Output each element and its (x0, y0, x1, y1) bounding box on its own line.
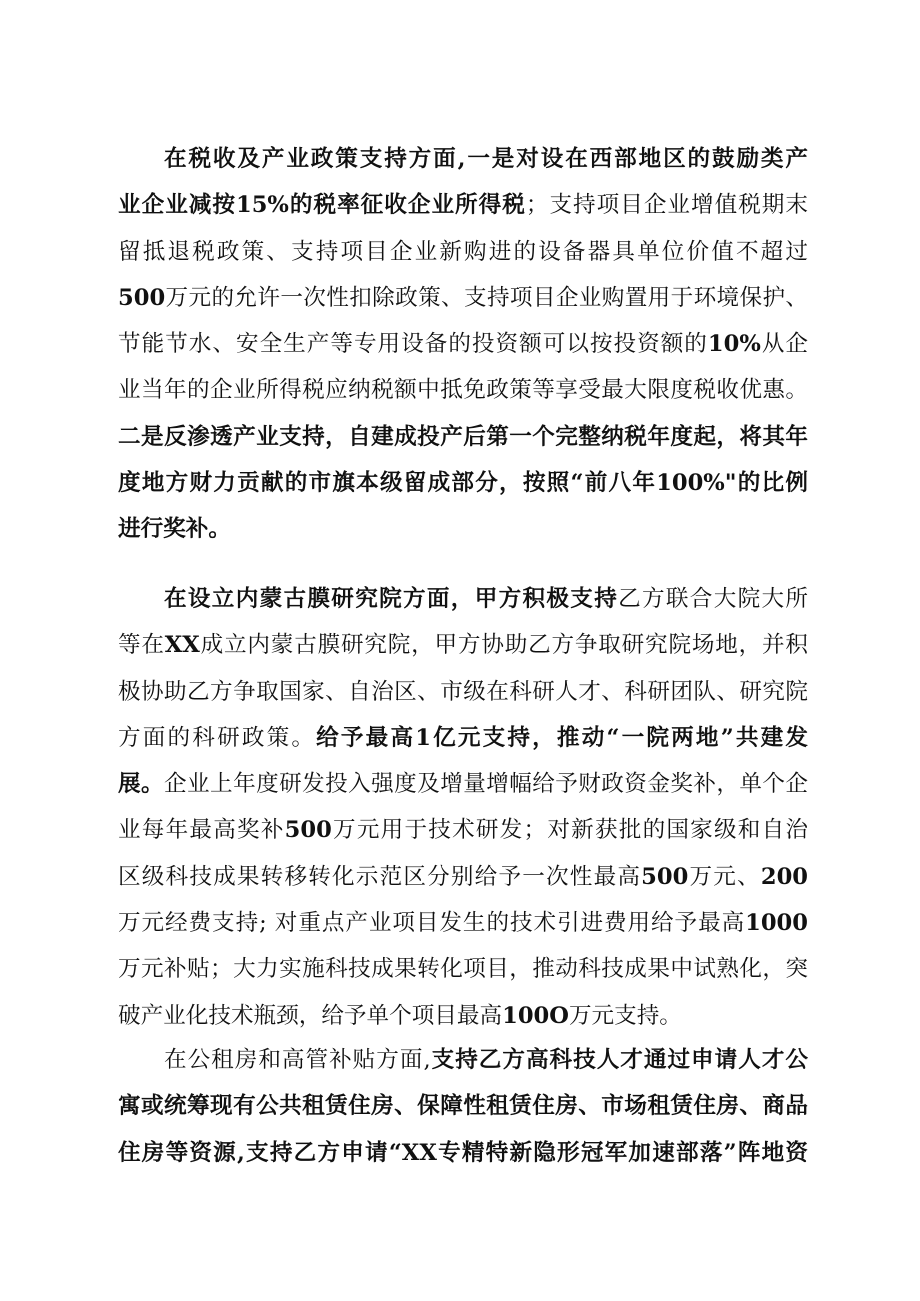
text-line (118, 182, 808, 228)
text-span: 100O (502, 1002, 569, 1029)
text-line (118, 136, 808, 182)
text-line (118, 946, 808, 992)
text-line (118, 669, 808, 715)
text-span: 破产业化技术瓶颈，给予单个项目最高 (118, 1002, 503, 1029)
text-line (118, 807, 808, 853)
text-span: 500 (641, 863, 689, 890)
text-span: 寓或统筹现有公共租赁住房、保障性租赁住房、市场租赁住房、商品 (118, 1093, 808, 1120)
text-span: 度地方财力贡献的市旗本级留成部分，按照“前八年100%"的比例 (118, 470, 808, 497)
text-line (118, 414, 808, 460)
text-span: 展。 (118, 771, 165, 798)
text-span: 万元支持。 (568, 1002, 682, 1029)
text-span: 给予最高1亿元支持，推动“一院两地”共建发 (316, 724, 809, 751)
text-span: 万元、 (688, 863, 761, 890)
text-span: 业企业减按15%的税率征收企业所得税 (118, 192, 526, 219)
paragraph-research-institute (118, 576, 808, 1039)
text-line (118, 367, 808, 413)
text-span: 进行奖补。 (118, 516, 231, 543)
text-span: 乙方联合大院大所 (618, 586, 809, 612)
text-line (118, 715, 808, 761)
text-span: 从企 (760, 331, 809, 358)
text-line (118, 229, 808, 275)
text-span: 住房等资源,支持乙方申请“XX专精特新隐形冠军加速部落”阵地资 (118, 1139, 808, 1166)
text-span: 500 (118, 284, 166, 311)
text-span: 业每年最高奖补 (118, 817, 285, 844)
text-span: 支持乙方高科技人才通过申请人才公 (430, 1047, 808, 1073)
paragraph-housing-subsidy (118, 1037, 808, 1176)
text-span: 1000 (745, 910, 808, 937)
text-span: 留抵退税政策、支持项目企业新购进的设备器具单位价值不超过 (118, 238, 808, 265)
text-span: 10% (707, 331, 761, 358)
paragraph-tax-policy (118, 136, 808, 553)
text-span: 万元的允许一次性扣除政策、支持项目企业购置用于环境保护、 (165, 284, 808, 311)
text-span: 节能节水、安全生产等专用设备的投资额可以按投资额的 (118, 331, 708, 358)
text-line (118, 1083, 808, 1129)
text-line (118, 576, 808, 622)
text-span: XX (164, 632, 200, 659)
text-line (118, 460, 808, 506)
text-span: 企业上年度研发投入强度及增量增幅给予财政资金奖补，单个企 (164, 771, 809, 798)
text-line (118, 275, 808, 321)
text-span: 业当年的企业所得税应纳税额中抵免政策等享受最大限度税收优惠。 (118, 377, 808, 404)
text-span: ；支持项目企业增值税期末 (525, 192, 808, 219)
text-line (118, 1130, 808, 1176)
text-span: 在税收及产业政策支持方面,一是对设在西部地区的鼓励类产 (164, 146, 808, 172)
text-span: 方面的科研政策。 (118, 724, 317, 751)
text-span: 极协助乙方争取国家、自治区、市级在科研人才、科研团队、研究院 (118, 678, 808, 705)
text-line (118, 854, 808, 900)
text-span: 500 (284, 817, 332, 844)
text-line (118, 900, 808, 946)
text-span: 区级科技成果转移转化示范区分别给予一次性最高 (118, 863, 642, 890)
text-span: 等在 (118, 632, 165, 659)
text-line (118, 761, 808, 807)
text-span: 万元用于技术研发；对新获批的国家级和自治 (331, 817, 809, 844)
text-line (118, 321, 808, 367)
text-line (118, 622, 808, 668)
text-line (118, 1037, 808, 1083)
text-span: 200 (760, 863, 809, 890)
text-line (118, 506, 808, 552)
text-span: 二是反渗透产业支持，自建成投产后第一个完整纳税年度起，将其年 (118, 423, 808, 450)
text-line (118, 993, 808, 1039)
text-span: 成立内蒙古膜研究院，甲方协助乙方争取研究院场地，并积 (199, 632, 808, 659)
text-span: 万元补贴；大力实施科技成果转化项目，推动科技成果中试熟化，突 (118, 956, 808, 983)
text-span: 万元经费支持; 对重点产业项目发生的技术引进费用给予最高 (118, 910, 746, 937)
text-span: 在公租房和高管补贴方面, (164, 1047, 431, 1073)
text-span: 在设立内蒙古膜研究院方面，甲方积极支持 (164, 586, 619, 612)
